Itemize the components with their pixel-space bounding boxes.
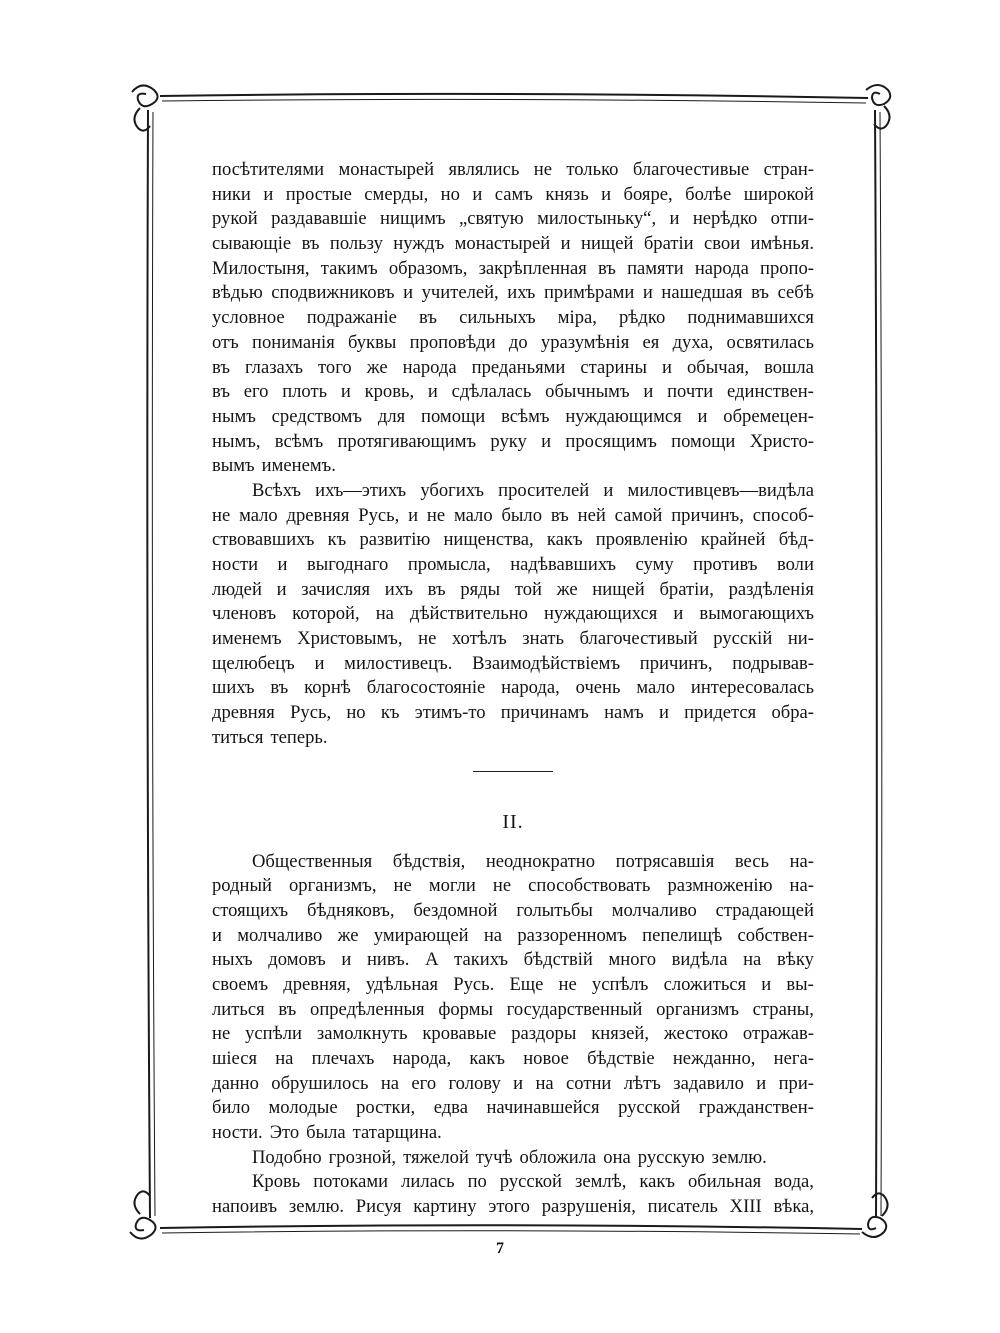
- text-line: именемъ Христовымъ, не хотѣлъ знать благочестивый русскій ни-: [212, 628, 814, 650]
- paragraph-4: [212, 850, 814, 1146]
- text-line: шіеся на плечахъ народа, какъ новое бѣдствіе нежданно, нега-: [212, 1048, 814, 1069]
- text-line: вѣдью сподвижниковъ и учителей, ихъ примѣрами и нашедшая въ себѣ: [212, 282, 814, 304]
- text-line: Милостыня, такимъ образомъ, закрѣпленная въ памяти народа пропо-: [212, 257, 814, 279]
- text-line: рукой раздававшіе нищимъ „святую милостыньку“, и нерѣдко отпи-: [212, 208, 814, 230]
- text-line: ности. Это была татарщина.: [212, 1122, 442, 1144]
- text-line: и молчаливо же умирающей на раззоренномъ пепелищѣ собствен-: [212, 924, 814, 946]
- text-line: нымъ средствомъ для помощи всѣмъ нуждающимся и обремецен-: [212, 405, 814, 427]
- section-divider: [473, 771, 553, 772]
- text-line: било молодые ростки, едва начинавшейся русской гражданствен-: [212, 1097, 814, 1119]
- text-line: Всѣхъ ихъ—этихъ убогихъ просителей и милостивцевъ—видѣла: [252, 479, 814, 501]
- paragraph-3: [212, 479, 814, 751]
- paragraph-5: [212, 1146, 814, 1171]
- text-line: вымъ именемъ.: [212, 455, 336, 477]
- text-line: ствовавшихъ къ развитію нищенства, какъ проявленію крайней бѣд-: [212, 529, 814, 551]
- text-line: щелюбецъ и милостивецъ. Взаимодѣйствіемъ причинъ, подрывав-: [212, 652, 814, 674]
- text-line: членовъ которой, на дѣйствительно нуждающихся и вымогающихъ: [212, 603, 814, 625]
- text-line: родный организмъ, не могли не способствовать размноженію на-: [212, 875, 814, 897]
- paragraph-2: [212, 257, 814, 479]
- text-line: Подобно грозной, тяжелой тучѣ обложила она русскую землю.: [252, 1146, 767, 1168]
- paragraph-6: [212, 1170, 814, 1219]
- text-line: посѣтителями монастырей являлись не только благочестивые стран-: [212, 159, 814, 180]
- text-line: ныхъ домовъ и нивъ. А такихъ бѣдствій много видѣла на вѣку: [212, 949, 814, 971]
- text-line: стоящихъ бѣдняковъ, бездомной голытьбы молчаливо страдающей: [212, 899, 814, 921]
- text-line: условное подражаніе въ сильныхъ міра, рѣдко поднимавшихся: [212, 307, 814, 329]
- text-line: не мало древняя Русь, и не мало было въ ней самой причинъ, способ-: [212, 504, 814, 526]
- text-line: нымъ, всѣмъ протягивающимъ руку и просящимъ помощи Христо-: [212, 430, 814, 452]
- text-line: Кровь потоками лилась по русской землѣ, какъ обильная вода,: [252, 1171, 814, 1193]
- paragraph-1: [212, 158, 814, 257]
- text-line: данно обрушилось на его голову и на сотни лѣтъ задавило и при-: [212, 1072, 814, 1094]
- text-line: сывающіе въ пользу нуждъ монастырей и нищей братіи свои имѣнья.: [212, 233, 814, 255]
- text-line: своемъ древняя, удѣльная Русь. Еще не успѣлъ сложиться и вы-: [212, 973, 814, 995]
- text-line: ности и выгоднаго промысла, надѣвавшихъ суму противъ воли: [212, 554, 814, 575]
- section-number: II.: [502, 810, 524, 833]
- text-line: древняя Русь, но къ этимъ-то причинамъ намъ и придется обра-: [212, 702, 814, 724]
- text-line: Общественныя бѣдствія, неоднократно потрясавшія весь на-: [252, 850, 814, 872]
- text-line: напоивъ землю. Рисуя картину этого разрушенія, писатель XIII вѣка,: [212, 1196, 814, 1218]
- page-body-text: [212, 158, 814, 1220]
- text-line: титься теперь.: [212, 726, 328, 748]
- text-line: шихъ въ корнѣ благосостояніе народа, очень мало интересовалась: [212, 677, 814, 699]
- text-line: не успѣли замолкнуть кровавые раздоры князей, жестоко отражав-: [212, 1023, 814, 1045]
- text-line: въ его плоть и кровь, и сдѣлалась обычнымъ и почти единствен-: [212, 381, 814, 403]
- text-line: въ глазахъ того же народа преданьями старины и обычая, вошла: [212, 356, 814, 378]
- page-number: 7: [496, 1240, 504, 1257]
- text-line: ники и простые смерды, но и самъ князь и бояре, болѣе широкой: [212, 183, 814, 205]
- text-line: людей и зачисляя ихъ въ ряды той же нищей братіи, раздѣленія: [212, 578, 814, 600]
- text-line: литься въ опредѣленныя формы государственный организмъ страны,: [212, 998, 814, 1020]
- text-line: отъ пониманія буквы проповѣди до уразумѣнія ея духа, освятилась: [212, 331, 814, 353]
